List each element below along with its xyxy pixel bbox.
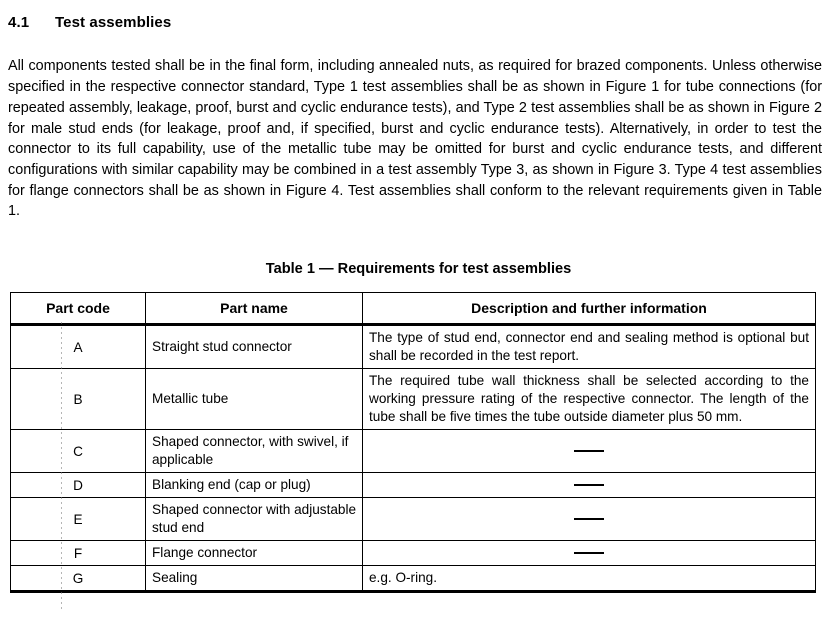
table-row xyxy=(11,566,816,592)
cell-part-name: Shaped connector, with swivel, if applicable xyxy=(146,430,363,473)
column-header-description: Description and further information xyxy=(363,293,816,325)
cell-part-name: Blanking end (cap or plug) xyxy=(146,473,363,498)
table-row xyxy=(11,473,816,498)
cell-part-name: Metallic tube xyxy=(146,369,363,430)
requirements-table-container xyxy=(10,292,815,593)
cell-part-code: B xyxy=(11,369,146,430)
cell-part-code: E xyxy=(11,498,146,541)
table-row xyxy=(11,498,816,541)
table-caption: Table 1 — Requirements for test assemblies xyxy=(265,261,572,277)
cell-part-name: Straight stud connector xyxy=(146,325,363,369)
table-row xyxy=(11,430,816,473)
table-body xyxy=(11,325,816,592)
cell-part-code: A xyxy=(11,325,146,369)
cell-part-code: F xyxy=(11,541,146,566)
section-number: 4.1 xyxy=(8,14,30,32)
column-header-part-name: Part name xyxy=(146,293,363,325)
cell-part-code: C xyxy=(11,430,146,473)
cell-part-code: D xyxy=(11,473,146,498)
section-title-text: Test assemblies xyxy=(55,14,172,32)
cell-description: The type of stud end, connector end and sealing method is optional but shall be recorded in the test report. xyxy=(363,325,816,369)
cell-description: The required tube wall thickness shall be selected according to the working pressure rating of the respective connector. The length of the tube shall be five times the tube outside diameter plus 50 mm. xyxy=(363,369,816,430)
table-header-row xyxy=(11,293,816,325)
cell-part-code: G xyxy=(11,566,146,592)
table-header xyxy=(11,293,816,325)
table-row xyxy=(11,369,816,430)
em-dash-placeholder xyxy=(574,484,604,486)
cell-description xyxy=(363,541,816,566)
column-header-part-code: Part code xyxy=(11,293,146,325)
cell-description xyxy=(363,498,816,541)
cell-part-name: Shaped connector with adjustable stud end xyxy=(146,498,363,541)
cell-description: e.g. O-ring. xyxy=(363,566,816,592)
table-row xyxy=(11,325,816,369)
em-dash-placeholder xyxy=(574,450,604,452)
cell-description xyxy=(363,430,816,473)
cell-description xyxy=(363,473,816,498)
page-title xyxy=(8,14,171,31)
cell-part-name: Sealing xyxy=(146,566,363,592)
em-dash-placeholder xyxy=(574,552,604,554)
cell-part-name: Flange connector xyxy=(146,541,363,566)
em-dash-placeholder xyxy=(574,518,604,520)
body-paragraph: All components tested shall be in the final form, including annealed nuts, as required for brazed components. Unless otherwise specified in the respective connector standard, Type 1 test assemblies shall be as shown in Figure 1 for tube connections (for repeated assembly, leakage, proof, burst and cyclic endurance tests), and Type 2 test assemblies shall be as shown in Figure 2 for male stud ends (for leakage, proof and, if specified, burst and cyclic endurance tests). Alternatively, in order to test the connector to its full capability, use of the metallic tube may be omitted for burst and cyclic endurance tests, and different configurations with similar capability may be combined in a test assembly Type 3, as shown in Figure 3. Type 4 test assemblies for flange connectors shall be as shown in Figure 4. Test assemblies shall conform to the relevant requirements given in Table 1. xyxy=(8,58,822,220)
table-row xyxy=(11,541,816,566)
requirements-table xyxy=(10,292,816,593)
